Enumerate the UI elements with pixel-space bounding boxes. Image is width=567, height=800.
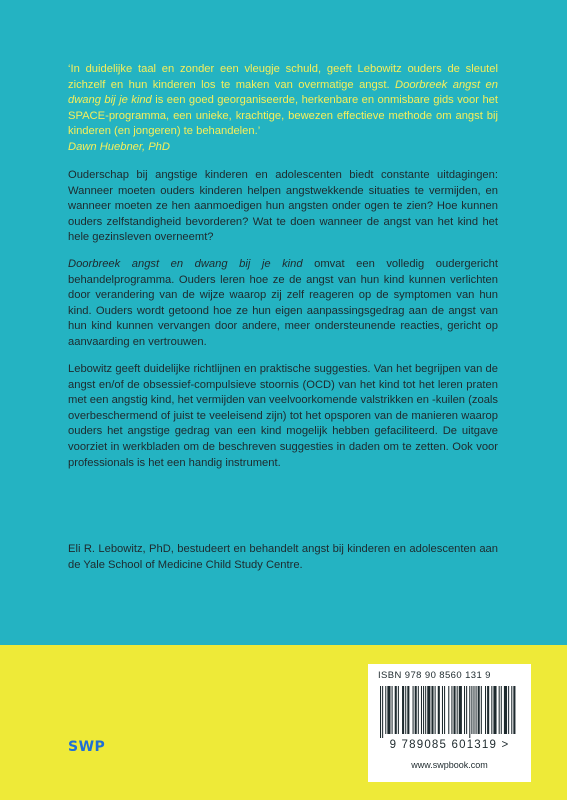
barcode-bar <box>380 686 381 738</box>
barcode-bar <box>385 686 386 734</box>
barcode-bar <box>457 686 458 734</box>
barcode-bar <box>413 686 414 734</box>
barcode-bar <box>485 686 486 734</box>
barcode-bar <box>491 686 492 734</box>
barcode-bar <box>382 686 383 738</box>
barcode-bar <box>398 686 399 734</box>
barcode-bar <box>493 686 496 734</box>
endorsement-quote <box>68 62 498 156</box>
author-bio: Eli R. Lebowitz, PhD, bestudeert en behandelt angst bij kinderen en adolescenten aan de Yale School of Medicine Child Study Centre. <box>68 543 498 571</box>
barcode-bar <box>511 686 512 734</box>
quote-book-title: Doorbreek angst en dwang bij je kind <box>68 78 499 107</box>
barcode-bar <box>508 686 509 734</box>
barcode-bar <box>476 686 477 734</box>
quote-attribution: Dawn Huebner, PhD <box>68 140 170 153</box>
publisher-website: www.swpbook.com <box>411 760 488 770</box>
barcode-bar <box>499 686 500 734</box>
publisher-logo: SWP <box>68 739 106 755</box>
body-paragraph-intro: Ouderschap bij angstige kinderen en adolescenten biedt constante uitdagingen: Wanneer moeten ouders kinderen helpen angstwekkende situaties te vermijden, en wanneer moeten ze hen aanmoedigen hun angsten onder ogen te zien? Hoe kunnen ouders zelfstandigheid bevorderen? Wat te doen wanneer de angst van het kind het hele gezinsleven overneemt? <box>68 169 498 244</box>
barcode-bar <box>395 686 397 734</box>
barcode-bar <box>392 686 393 734</box>
p2-book-title: Doorbreek angst en dwang bij je kind <box>68 258 303 270</box>
barcode-bar <box>438 686 440 734</box>
barcode-graphic <box>378 686 521 738</box>
barcode-bar <box>466 686 467 734</box>
barcode-bar <box>504 686 507 734</box>
barcode-box <box>368 664 531 782</box>
quote-text-part1: ‘In duidelijke taal en zonder een vleugje schuld, geeft Lebowitz ouders de sleutel zichzelf en hun kinderen los te maken van overmatige angst. <box>68 63 498 91</box>
barcode-bar <box>454 686 456 734</box>
isbn-label: ISBN 978 90 8560 131 9 <box>378 670 491 681</box>
barcode-bar <box>464 686 465 734</box>
barcode-bar <box>469 686 470 738</box>
barcode-bar <box>448 686 449 734</box>
p2-text: omvat een volledig oudergericht behandelprogramma. Ouders leren hoe ze de angst van hun kind kunnen verlichten door verandering van de wijze waarop zij zelf reageren op de symptomen van hun kind. Ouders wordt getoond hoe ze hun eigen aanpassingsgedrag aan de angst van hun kind kunnen vervangen door andere, meer ondersteunende reacties, gericht op aanvaarding en vertrouwen. <box>68 258 498 348</box>
barcode-bar <box>481 686 482 734</box>
barcode-bar <box>513 686 515 734</box>
barcode-bar <box>402 686 404 734</box>
barcode-bar <box>478 686 480 734</box>
barcode-bar <box>487 686 489 734</box>
barcode-bar <box>421 686 422 734</box>
barcode-bar <box>427 686 430 734</box>
barcode-bar <box>405 686 406 734</box>
barcode-bar <box>418 686 419 734</box>
barcode-bar <box>471 686 472 734</box>
barcode-bar <box>435 686 436 734</box>
barcode-bar <box>473 686 474 734</box>
barcode-digits: 9 789085 601319 > <box>389 739 510 751</box>
barcode-bar <box>431 686 433 734</box>
barcode-bar <box>459 686 462 734</box>
barcode-bar <box>407 686 409 734</box>
barcode-bar <box>451 686 452 734</box>
quote-text-part2: is een goed georganiseerde, herkenbare en onmisbare gids voor het SPACE-programma, een unieke, krachtige, bewezen effectieve methode om angst bij kinderen (en jongeren) te behandelen.’ <box>68 94 498 138</box>
barcode-bar <box>501 686 502 734</box>
barcode-bar <box>423 686 424 734</box>
body-paragraph-program <box>68 257 498 351</box>
barcode-bar <box>415 686 417 734</box>
barcode-bar <box>425 686 426 734</box>
barcode-bar <box>387 686 390 734</box>
body-paragraph-guidelines: Lebowitz geeft duidelijke richtlijnen en praktische suggesties. Van het begrijpen van de angst en/of de obsessief-compulsieve stoornis (OCD) van het kind tot het leren praten met een angstig kind, het vermijden van veelvoorkomende valstrikken en -kuilen (zoals overbeschermend of juist te veeleisend zijn) tot het opsporen van de manieren waarop ouders het angstige gedrag van een kind mogelijk hebben gefaciliteerd. De uitgave voorziet in werkbladen om de beschreven suggesties in daden om te zetten. Ook voor professionals is het een handig instrument. <box>68 363 498 469</box>
barcode-bar <box>444 686 445 734</box>
barcode-bar <box>442 686 443 734</box>
